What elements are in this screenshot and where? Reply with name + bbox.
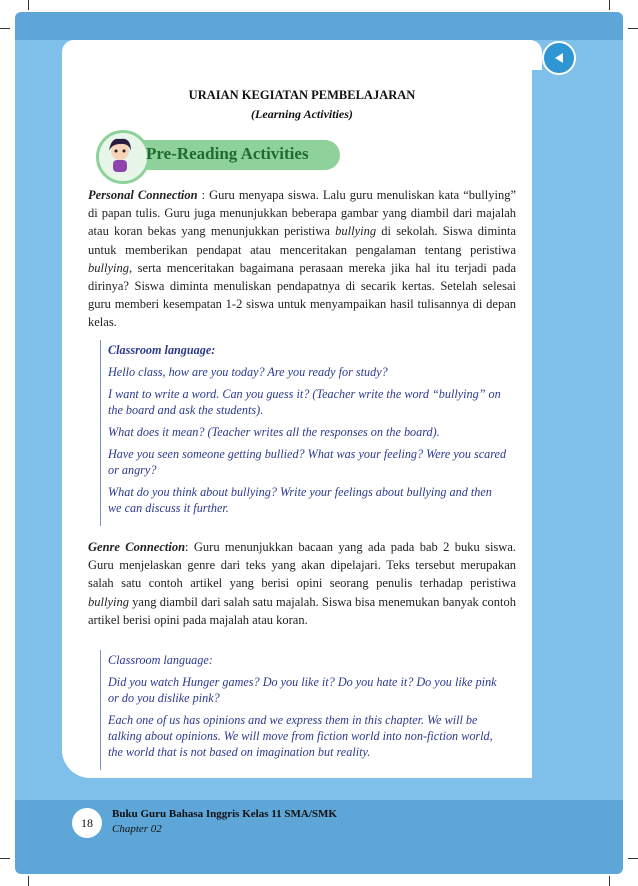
page-subtitle: (Learning Activities) — [251, 107, 353, 121]
paragraph-emphasis: bullying — [88, 594, 129, 609]
classroom-line: I want to write a word. Can you guess it? (Teacher write the word “bullying” on the board and ask the students). — [108, 387, 501, 417]
paragraph-emphasis: bullying — [335, 224, 377, 239]
paragraph-text: di sekolah. Siswa diminta untuk memberikan pendapat atau menceritakan pengalaman tentang peristiwa — [88, 224, 516, 257]
footer-book-title: Buku Guru Bahasa Inggris Kelas 11 SMA/SMK — [112, 808, 337, 820]
section-banner-title: Pre-Reading Activities — [146, 144, 309, 163]
paragraph-lead: Genre Connection — [88, 540, 186, 554]
crop-mark — [28, 876, 29, 886]
footer-chapter: Chapter 02 — [112, 823, 162, 835]
classroom-line: Hello class, how are you today? Are you ready for study? — [108, 365, 388, 379]
avatar — [96, 130, 150, 184]
classroom-language-heading: Classroom language: — [108, 653, 213, 667]
classroom-line: What do you think about bullying? Write your feelings about bullying and then we can discuss it further. — [108, 485, 492, 515]
genre-connection-paragraph — [88, 538, 516, 629]
page-number: 18 — [72, 808, 102, 838]
crop-mark — [28, 0, 29, 10]
crop-mark — [628, 858, 638, 859]
paragraph-emphasis: bullying — [88, 260, 129, 275]
page-title: URAIAN KEGIATAN PEMBELAJARAN — [188, 88, 416, 102]
crop-mark — [628, 28, 638, 29]
paragraph-text: , serta menceritakan bagaimana perasaan mereka jika hal itu terjadi pada dirinya? Siswa diminta menuliskan pendapatnya di secarik kertas. Setelah selesai guru memberi kesempatan 1-2 siswa untuk menyampaikan hasil tulisannya di depan kelas. — [88, 260, 516, 330]
crop-mark — [0, 858, 10, 859]
classroom-language-rule — [100, 340, 101, 526]
classroom-language-heading: Classroom language: — [108, 343, 216, 357]
classroom-line: Have you seen someone getting bullied? What was your feeling? Were you scared or angry? — [108, 447, 507, 477]
crop-mark — [609, 876, 610, 886]
classroom-line: Did you watch Hunger games? Do you like it? Do you hate it? Do you like pink or do you dislike pink? — [108, 675, 497, 705]
classroom-language-rule — [100, 650, 101, 770]
classroom-language-block-2 — [108, 652, 508, 760]
triangle-left-icon — [552, 51, 566, 65]
paragraph-text: : Guru menunjukkan bacaan yang ada pada bab 2 buku siswa. Guru menjelaskan genre dari teks yang akan dipelajari. Teks tersebut merupakan salah satu contoh artikel yang berisi opini seorang penulis terhadap peristiwa — [88, 540, 516, 591]
paragraph-text: : Guru menyapa siswa. Lalu guru menuliskan kata “bullying” di papan tulis. Guru juga menunjukkan beberapa gambar yang diambil dari majalah atau koran bekas yang menunjukkan peristiwa — [88, 188, 516, 239]
paragraph-lead: Personal Connection — [88, 188, 198, 202]
back-arrow-button[interactable] — [542, 41, 576, 75]
crop-mark — [0, 28, 10, 29]
classroom-language-block-1 — [108, 342, 508, 516]
crop-mark — [609, 0, 610, 10]
personal-connection-paragraph — [88, 186, 516, 332]
girl-character-icon — [99, 133, 141, 175]
classroom-line: What does it mean? (Teacher writes all the responses on the board). — [108, 425, 440, 439]
paragraph-text: yang diambil dari salah satu majalah. Siswa bisa menemukan banyak contoh artikel berisi opini pada majalah atau koran. — [88, 594, 516, 627]
classroom-line: Each one of us has opinions and we express them in this chapter. We will be talking about opinions. We will move from fiction world into non-fiction world, the world that is not based on imagination but reality. — [108, 713, 493, 759]
